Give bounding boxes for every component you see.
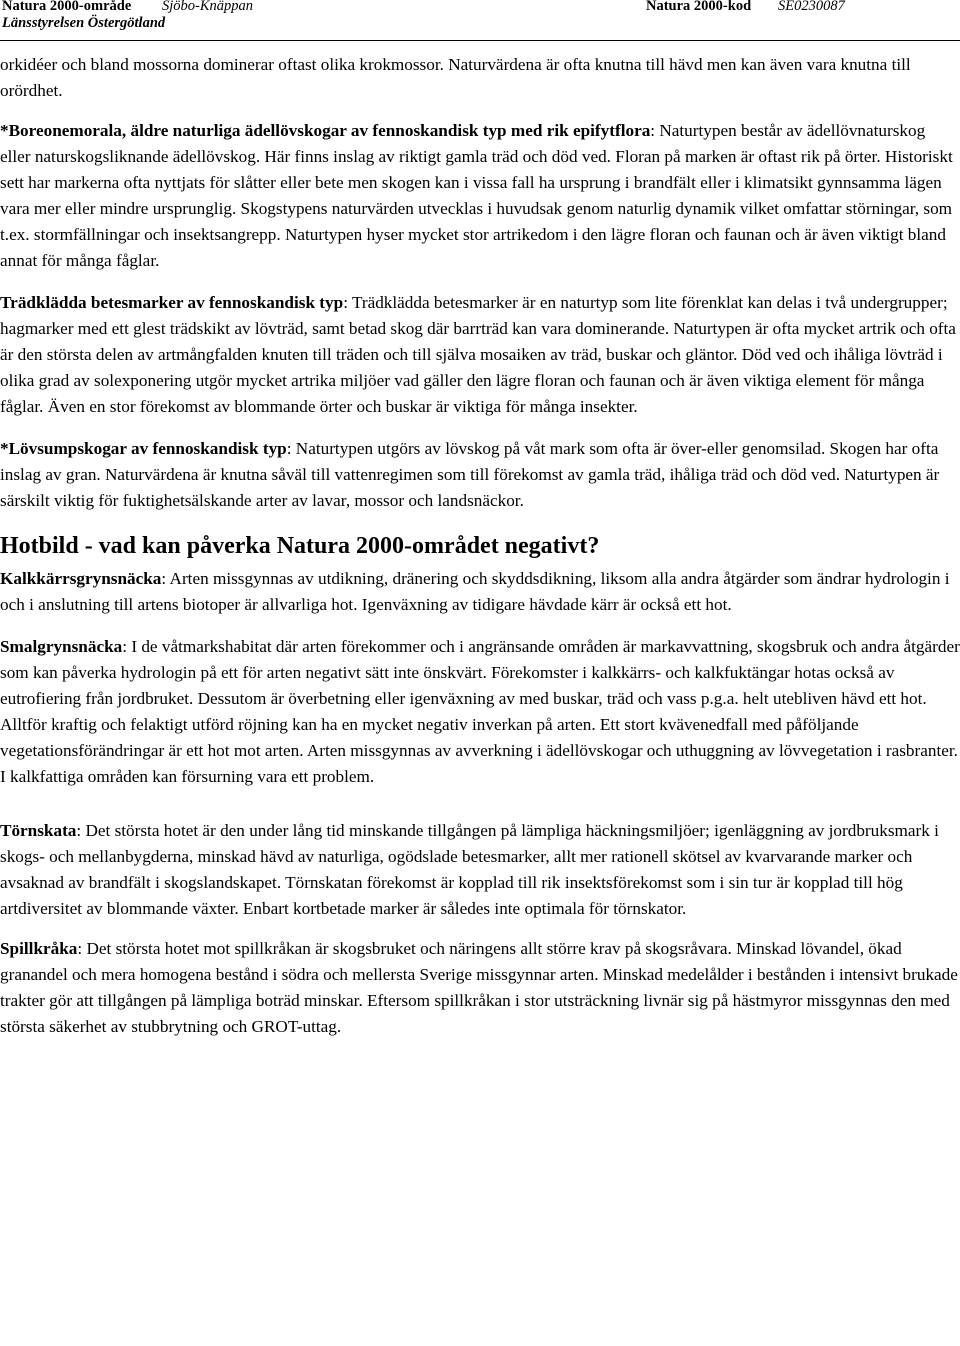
header-divider	[0, 40, 960, 41]
threat-tornskata	[0, 818, 960, 922]
habitat-term: Trädklädda betesmarker av fennoskandisk typ	[0, 293, 344, 312]
habitat-term: *Boreonemorala, äldre naturliga ädellövskogar av fennoskandisk typ med rik epifytflora	[0, 121, 651, 140]
document-body	[0, 52, 960, 1040]
threat-description: : Det största hotet är den under lång tid minskande tillgången på lämpliga häckningsmiljöer; igenläggning av jordbruksmark i skogs- och mellanbygderna, minskad hävd av naturliga, ogödslade betesmarker, allt mer rationell skötsel av kvarvarande marker och avsaknad av brandfält i skogslandskapet. Törnskatan förekomst är kopplad till rik insektsförekomst som i sin tur är kopplad till hög artdiversitet av blommande växter. Enbart kortbetade marker är således inte optimala för törnskator.	[0, 821, 939, 918]
threat-spillkraka	[0, 936, 960, 1040]
habitat-description: : Naturtypen utgörs av lövskog på våt mark som ofta är över-eller genomsilad. Skogen har ofta inslag av gran. Naturvärdena är knutna såväl till vattenregimen som till förekomst av gamla träd, ihåliga träd och död ved. Naturtypen är särskilt viktig för fuktighetsälskande arter av lavar, mossor och landsnäckor.	[0, 439, 940, 510]
threat-description: : Arten missgynnas av utdikning, dränering och skyddsdikning, liksom alla andra åtgärder som ändrar hydrologin i och i anslutning till artens biotoper är allvarliga hot. Igenväxning av tidigare hävdade kärr är också ett hot.	[0, 569, 950, 614]
species-term: Smalgrynsnäcka	[0, 637, 123, 656]
header-code-value: SE0230087	[778, 0, 845, 14]
species-term: Spillkråka	[0, 939, 78, 958]
section-heading-threats: Hotbild - vad kan påverka Natura 2000-området negativt?	[0, 533, 600, 559]
header-area-label: Natura 2000-område	[2, 0, 132, 14]
species-term: Kalkkärrsgrynsnäcka	[0, 569, 162, 588]
paragraph-swamp-forests	[0, 436, 960, 514]
threat-smalgrynsnacka	[0, 634, 960, 790]
habitat-term: *Lövsumpskogar av fennoskandisk typ	[0, 439, 287, 458]
threat-kalkkarrsgrynsnacka	[0, 566, 960, 618]
paragraph-intro: orkidéer och bland mossorna dominerar oftast olika krokmossor. Naturvärdena är ofta knutna till hävd men kan även vara knutna till orördhet.	[0, 55, 911, 100]
threat-description: : Det största hotet mot spillkråkan är skogsbruket och näringens allt större krav på skogsråvara. Minskad lövandel, ökad granandel och mera homogena bestånd i södra och mellersta Sverige missgynnar arten. Minskad medelålder i bestånden i intensivt brukade trakter gör att tillgången på lämpliga boträd minskar. Eftersom spillkråkan i stor utsträckning livnär sig på hästmyror missgynnas den med största säkerhet av stubbrytning och GROT-uttag.	[0, 939, 958, 1036]
habitat-description: : Trädklädda betesmarker är en naturtyp som lite förenklat kan delas i två undergrupper; hagmarker med ett glest trädskikt av lövträd, samt betad skog där barrträd kan vara dominerande. Naturtypen är ofta mycket artrik och ofta är den största delen av artmångfalden knuten till träden och till själva mosaiken av träd, buskar och gläntor. Död ved och ihåliga lövträd i olika grad av solexponering utgör mycket artrika miljöer vad gäller den lägre floran och faunan och är även viktiga element för många fåglar. Även en stor förekomst av blommande örter och buskar är viktiga för många insekter.	[0, 293, 956, 416]
species-term: Törnskata	[0, 821, 77, 840]
paragraph-wooded-pastures	[0, 290, 960, 420]
threat-description: : I de våtmarkshabitat där arten förekommer och i angränsande områden är markavvattning, skogsbruk och andra åtgärder som kan påverka hydrologin på ett för arten negativt sätt inte önskvärt. Förekomster i kalkkärrs- och kalkfuktängar hotas också av eutrofiering från jordbruket. Dessutom är överbetning eller igenväxning av med buskar, träd och vass p.g.a. helt utebliven hävd ett hot. Alltför kraftig och felaktigt utförd röjning kan ha en mycket negativ inverkan på arten. Ett stort kvävenedfall med påföljande vegetationsförändringar är ett hot mot arten. Arten missgynnas av avverkning i ädellövskogar och uthuggning av lövvegetation i rasbranter. I kalkfattiga områden kan försurning vara ett problem.	[0, 637, 960, 786]
header-site-name: Sjöbo-Knäppan	[162, 0, 254, 14]
paragraph-boreonemoral	[0, 118, 960, 274]
header-authority: Länsstyrelsen Östergötland	[2, 15, 166, 31]
habitat-description: : Naturtypen består av ädellövnaturskog eller naturskogsliknande ädellövskog. Här finns inslag av riktigt gamla träd och död ved. Floran på marken är oftast rik på örter. Historiskt sett har markerna ofta nyttjats för slåtter eller bete men skogen kan i vissa fall ha ursprung i brandfält eller i klimatsikt gynnsamma lägen vara mer eller mindre ursprunglig. Skogstypens naturvärden utvecklas i huvudsak genom naturlig dynamik vilket omfattar störningar, som t.ex. stormfällningar och insektsangrepp. Naturtypen hyser mycket stor artrikedom i den lägre floran och faunan och är även viktigt bland annat för många fåglar.	[0, 121, 953, 270]
page-header	[0, 0, 960, 44]
header-code-label: Natura 2000-kod	[646, 0, 752, 14]
